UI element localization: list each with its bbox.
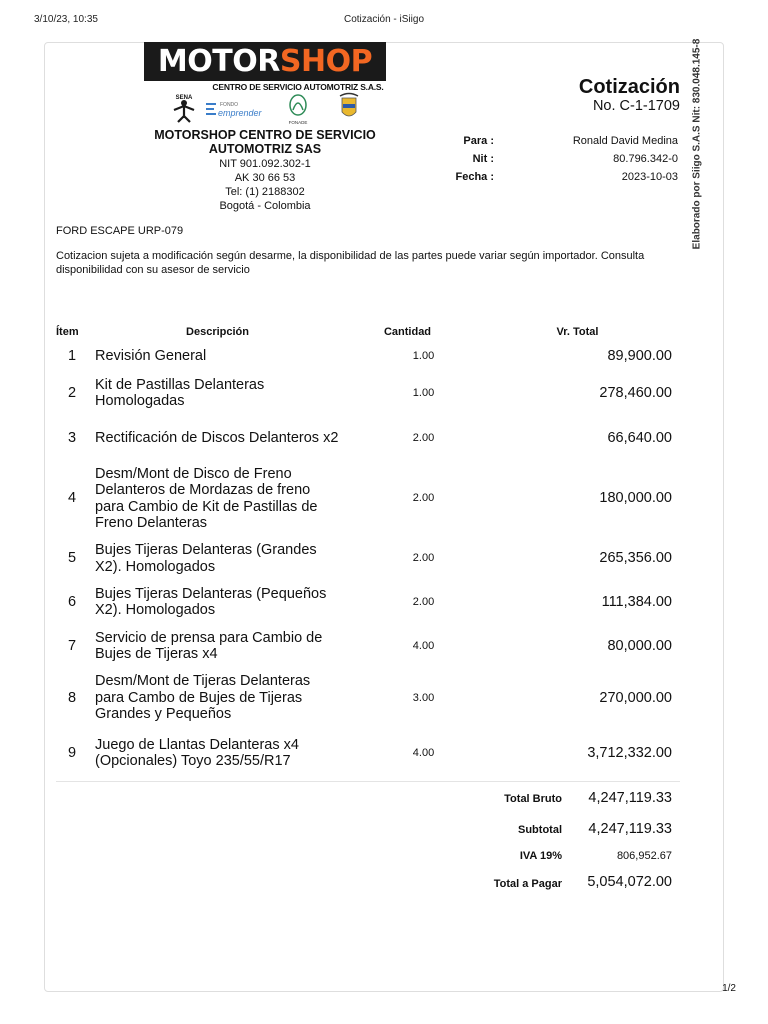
total-pagar-value: 5,054,072.00 [587, 874, 672, 890]
row-item: 3 [67, 429, 77, 446]
logo-word-shop: SHOP [279, 44, 373, 79]
logo-subtitle: CENTRO DE SERVICIO AUTOMOTRIZ S.A.S. [212, 82, 384, 92]
row-item: 9 [67, 744, 77, 761]
row-quantity: 4.00 [412, 639, 435, 652]
quote-title: Cotización [578, 76, 680, 98]
row-description: Desm/Mont de Tijeras Delanteras para Cambo de Bujes de Tijeras Grandes y Pequeños [95, 673, 311, 723]
table-row [56, 537, 680, 580]
row-quantity: 2.00 [412, 552, 435, 565]
fonade-logo-icon [289, 95, 308, 125]
quote-meta-values [498, 132, 678, 186]
row-description: Kit de Pastillas Delanteras Homologadas [95, 376, 265, 409]
row-total: 89,900.00 [607, 347, 672, 364]
row-quantity: 3.00 [412, 691, 435, 704]
subtotal-row [430, 820, 680, 850]
row-quantity: 2.00 [412, 595, 435, 608]
page-number: 1/2 [722, 983, 736, 994]
print-footer [0, 983, 768, 999]
colombia-coat-of-arms-icon [340, 94, 358, 117]
vehicle-info: FORD ESCAPE URP-079 [56, 225, 184, 237]
iva-row [430, 850, 680, 876]
company-name: MOTORSHOP CENTRO DE SERVICIO AUTOMOTRIZ SAS [154, 128, 376, 156]
company-address: AK 30 66 53 [234, 172, 296, 184]
elaborado-por-text: Elaborado por Siigo S.A.S Nit: 830.048.145-8 [691, 38, 703, 250]
total-bruto-label: Total Bruto [504, 793, 562, 805]
vertical-note [690, 38, 704, 250]
table-row [56, 416, 680, 460]
row-description: Bujes Tijeras Delanteras (Grandes X2). Homologados [95, 542, 317, 575]
header-total: Vr. Total [556, 326, 599, 338]
sena-label: SENA [175, 95, 193, 101]
fondo-label: FONDO [220, 102, 239, 108]
row-item: 1 [67, 347, 77, 364]
label-para: Para : [463, 135, 494, 147]
row-total: 111,384.00 [601, 593, 672, 610]
quote-meta-labels [400, 132, 494, 186]
logo-word-motor: MOTOR [157, 44, 280, 79]
emprender-label: emprender [218, 108, 262, 118]
client-name: Ronald David Medina [572, 135, 678, 147]
company-info [144, 157, 386, 213]
row-description: Juego de Llantas Delanteras x4 (Opcionales) Toyo 235/55/R17 [95, 736, 299, 769]
client-nit: 80.796.342-0 [613, 153, 678, 165]
quote-number: No. C-1-1709 [592, 98, 680, 114]
row-total: 270,000.00 [599, 689, 672, 706]
table-row [56, 580, 680, 624]
row-item: 7 [67, 637, 77, 654]
header-item: Ítem [56, 326, 79, 338]
header-quantity: Cantidad [383, 326, 432, 338]
iva-value: 806,952.67 [616, 850, 672, 862]
row-quantity: 2.00 [412, 492, 435, 505]
row-description: Bujes Tijeras Delanteras (Pequeños X2). Homologados [95, 585, 327, 618]
total-bruto-row [430, 790, 680, 820]
row-total: 180,000.00 [599, 490, 672, 507]
print-datetime: 3/10/23, 10:35 [34, 14, 98, 25]
table-header-row [56, 322, 680, 342]
total-pagar-label: Total a Pagar [493, 878, 562, 890]
label-fecha: Fecha : [455, 171, 494, 183]
items-table [56, 322, 680, 778]
row-quantity: 2.00 [412, 431, 435, 444]
total-bruto-value: 4,247,119.33 [588, 790, 672, 806]
row-total: 278,460.00 [599, 384, 672, 401]
fondo-emprender-logo-icon [206, 102, 263, 118]
company-phone: Tel: (1) 2188302 [225, 186, 305, 198]
sena-logo-icon [174, 95, 194, 122]
table-row [56, 370, 680, 416]
table-row [56, 728, 680, 778]
row-item: 2 [67, 384, 77, 401]
row-quantity: 1.00 [412, 386, 435, 399]
row-description: Revisión General [95, 347, 207, 364]
row-item: 6 [67, 593, 77, 610]
row-item: 4 [67, 490, 77, 507]
row-quantity: 1.00 [412, 349, 435, 362]
print-title: Cotización - iSiigo [343, 14, 425, 25]
row-description: Rectificación de Discos Delanteros x2 [95, 429, 339, 446]
quote-date: 2023-10-03 [621, 171, 678, 183]
partner-logos [160, 92, 370, 126]
table-row [56, 624, 680, 668]
totals-block [430, 790, 680, 906]
row-total: 3,712,332.00 [587, 744, 672, 761]
table-row [56, 460, 680, 537]
print-header [0, 14, 768, 30]
row-item: 8 [67, 689, 77, 706]
row-quantity: 4.00 [412, 746, 435, 759]
row-item: 5 [67, 550, 77, 567]
motorshop-logo [144, 42, 386, 81]
company-city: Bogotá - Colombia [219, 200, 311, 212]
total-pagar-row [430, 876, 680, 906]
subtotal-value: 4,247,119.33 [588, 821, 672, 837]
fonade-label: FONADE [288, 120, 308, 125]
row-total: 265,356.00 [599, 550, 672, 567]
iva-label: IVA 19% [519, 850, 562, 862]
quote-note: Cotizacion sujeta a modificación según desarme, la disponibilidad de las partes puede variar según importador. Consulta disponibilidad con su asesor de servicio [56, 250, 645, 276]
row-description: Servicio de prensa para Cambio de Bujes de Tijeras x4 [95, 629, 323, 662]
header-description: Descripción [186, 326, 249, 338]
label-nit: Nit : [472, 153, 494, 165]
table-row [56, 342, 680, 370]
row-description: Desm/Mont de Disco de Freno Delanteros de Mordazas de freno para Cambio de Kit de Pastillas de Freno Delanteras [95, 465, 318, 531]
row-total: 80,000.00 [607, 637, 672, 654]
company-nit: NIT 901.092.302-1 [219, 158, 311, 170]
row-total: 66,640.00 [607, 429, 672, 446]
table-divider [56, 781, 680, 782]
subtotal-label: Subtotal [518, 824, 562, 836]
table-row [56, 668, 680, 728]
